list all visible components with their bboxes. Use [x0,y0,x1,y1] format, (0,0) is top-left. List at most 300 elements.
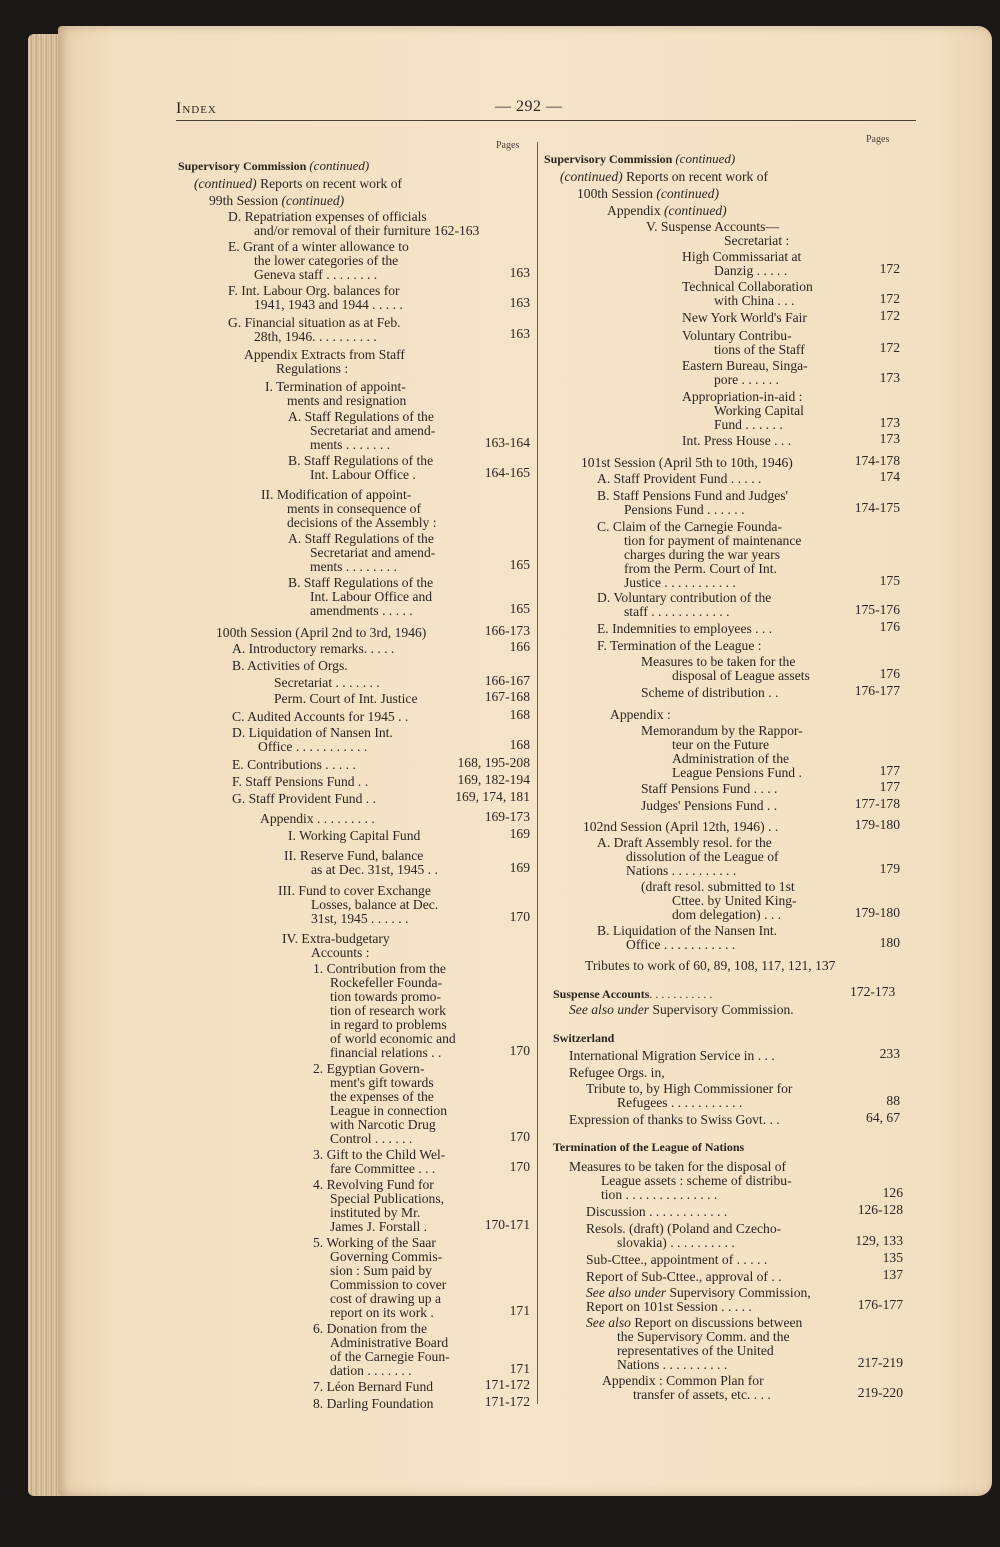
entry-text: Justice . . . . . . . . . . . [624,575,736,590]
page-ref: 169 [509,860,530,875]
page-ref: 219-220 [857,1385,903,1400]
entry-text: D. Liquidation of Nansen Int. [232,725,393,740]
entry-text: C. Audited Accounts for 1945 . . [232,709,409,724]
pages-label-left: Pages [496,140,520,151]
entry-text: (draft resol. submitted to 1st [641,879,795,894]
index-entry-line [313,1397,433,1411]
page-ref: 168, 195-208 [457,755,530,770]
index-entry-line [310,560,397,574]
index-entry-line [288,410,434,424]
entry-text: League assets : scheme of distribu- [601,1173,792,1188]
entry-text: Regulations : [276,361,349,376]
entry-text: Tribute to, by High Commissioner for [586,1081,793,1096]
index-entry-line [311,863,438,877]
index-entry-line [569,1160,786,1174]
index-entry-line [311,912,408,926]
entry-text: 28th, 1946. . . . . . . . . . [254,329,377,344]
entry-text: 31st, 1945 . . . . . . [311,911,409,926]
entry-text: Pensions Fund . . . . . . [624,502,745,517]
index-entry-line [330,1206,420,1220]
heading-text: Supervisory Commission [544,152,673,166]
index-entry-line [330,1264,432,1278]
entry-text: A. Introductory remarks. . . . . [232,641,395,656]
index-entry-line [330,1350,450,1364]
index-entry-line [672,766,802,780]
entry-text: Control . . . . . . [330,1131,413,1146]
index-entry-line [313,1380,433,1394]
entry-text: A. Staff Provident Fund . . . . . [597,471,762,486]
entry-text: 100th Session (April 2nd to 3rd, 1946) [216,625,427,640]
entry-text: Refugees . . . . . . . . . . . [617,1095,743,1110]
page-ref: 170 [509,1129,530,1144]
index-entry-line [330,1076,434,1090]
index-entry-line [310,604,413,618]
page-ref: 180 [879,935,900,950]
index-entry-line [597,836,772,850]
entry-text: A. Staff Regulations of the [288,531,434,546]
entry-text: Appendix . . . . . . . . . [260,811,375,826]
page-ref: 172 [879,340,900,355]
page-ref: 64, 67 [866,1110,900,1125]
entry-text: A. Draft Assembly resol. for the [597,835,772,850]
heading-continued: (continued) [309,158,370,173]
entry-text: ments . . . . . . . . [310,559,397,574]
heading-text: Suspense Accounts [553,987,650,1001]
entry-text: Commission to cover [330,1277,447,1292]
index-entry-line [586,1253,767,1267]
index-entry-line [624,562,777,576]
entry-text: dissolution of the League of [626,849,779,864]
index-entry-line [672,894,797,908]
index-entry-line [682,250,801,264]
see-also-text: (continued) [560,169,623,184]
entry-text: Reports on recent work of [260,176,403,191]
index-entry-line [577,187,719,201]
entry-text: Secretariat : [724,233,790,248]
index-entry-line [714,343,805,357]
entry-text: A. Staff Regulations of the [288,409,434,424]
entry-text: Nations . . . . . . . . . . [617,1357,728,1372]
index-entry-line [641,782,777,796]
index-entry-line [330,1032,456,1046]
entry-text: F. Staff Pensions Fund . . [232,774,369,789]
entry-text: Appendix Extracts from Staff [244,347,405,362]
entry-text: G. Financial situation as at Feb. [228,315,401,330]
see-also-text: See also under [569,1002,650,1017]
page-ref: 176-177 [857,1297,903,1312]
entry-text: Int. Labour Office . [310,467,416,482]
entry-text: Scheme of distribution . . [641,685,779,700]
index-entry-line [330,1192,444,1206]
entry-text: Supervisory Commission, [669,1285,811,1300]
index-entry-line [586,1205,727,1219]
entry-text: amendments . . . . . [310,603,413,618]
page-ref: 166-167 [484,673,530,688]
index-entry-line [330,1250,442,1264]
index-entry-line [228,316,401,330]
entry-text: charges during the war years [624,547,781,562]
entry-text: Memorandum by the Rappor- [641,723,803,738]
continued-note: (continued) [664,203,727,218]
index-entry-line [586,1270,782,1284]
index-entry-line [581,456,793,470]
page-ref: 172-173 [850,984,896,999]
index-entry-line [313,1148,445,1162]
entry-text: tion . . . . . . . . . . . . . . [601,1187,718,1202]
index-entry-line [601,1174,792,1188]
entry-text: Measures to be taken for the disposal of [569,1159,787,1174]
page-ref: 170 [509,909,530,924]
entry-text: Voluntary Contribu- [682,328,792,343]
entry-text: B. Staff Regulations of the [288,453,434,468]
entry-text: IV. Extra-budgetary [282,931,390,946]
page-ref: 177-178 [854,796,900,811]
index-entry-line [624,534,801,548]
index-entry-line [641,880,795,894]
entry-text: Appendix : Common Plan for [602,1373,764,1388]
index-entry-line [682,359,808,373]
entry-text: representatives of the United [617,1343,774,1358]
index-entry-line [714,418,783,432]
heading-text: Supervisory Commission [178,159,307,173]
page-ref: 171-172 [484,1377,530,1392]
index-entry-line [310,546,435,560]
entry-text: Report on 101st Session . . . . . [586,1299,752,1314]
running-head-index: Index [176,100,217,117]
leader-dots: . . . . . . . . . . . [649,987,713,1001]
entry-text: Tributes to work of 60, 89, 108, 117, 121, 137 [585,958,836,973]
entry-text: disposal of League assets [672,668,810,683]
entry-text: F. Termination of the League : [597,638,762,653]
index-entry-line [209,194,344,208]
entry-text: Appropriation-in-aid : [682,389,803,404]
index-entry-line [310,590,432,604]
page-ref: 169-173 [484,809,530,824]
page-ref: 169, 182-194 [457,772,530,787]
pages-label-right: Pages [866,134,890,145]
entry-text: V. Suspense Accounts— [646,219,780,234]
entry-text: 99th Session [209,193,279,208]
page-ref: 166 [509,639,530,654]
page-ref: 174-178 [854,453,900,468]
entry-text: Nations . . . . . . . . . . [626,863,737,878]
entry-text: 102nd Session (April 12th, 1946) . . [583,819,779,834]
entry-text: League in connection [330,1103,448,1118]
entry-text: Cttee. by United King- [672,893,797,908]
index-entry-line [313,962,446,976]
entry-text: 4. Revolving Fund for [313,1177,434,1192]
see-also-text: See also [586,1315,631,1330]
page-ref: 169, 174, 181 [455,789,530,804]
index-entry-line [254,268,377,282]
index-entry-line [260,812,375,826]
entry-text: ments . . . . . . . [310,437,391,452]
entry-text: Administration of the [672,751,790,766]
page-ref: 172 [879,308,900,323]
entry-text: D. Voluntary contribution of the [597,590,772,605]
switzerland-heading: Switzerland [553,1031,615,1045]
index-entry-line [602,1374,764,1388]
index-entry-line [313,1322,427,1336]
index-entry-line [646,220,779,234]
entry-text: Administrative Board [330,1335,449,1350]
column-divider [537,142,538,1404]
index-entry-line [330,1364,412,1378]
index-entry-line [569,1049,775,1063]
right-column-heading [544,152,735,166]
index-entry-line [597,622,772,636]
index-entry-line [597,591,771,605]
entry-text: High Commissariat at [682,249,802,264]
page-ref: 233 [879,1046,900,1061]
entry-text: tion of research work [330,1003,446,1018]
index-entry-line [641,799,777,813]
index-entry-line [330,976,442,990]
entry-text: Office . . . . . . . . . . . [258,739,368,754]
entry-text: Appendix [607,203,661,218]
index-entry-line [288,829,420,843]
page-ref: 168 [509,707,530,722]
page-ref: 174 [879,469,900,484]
entry-text: F. Int. Labour Org. balances for [228,283,400,298]
entry-text: as at Dec. 31st, 1945 . . [311,862,438,877]
entry-text: financial relations . . [330,1045,442,1060]
index-entry-line [216,626,426,640]
page-ref: 167-168 [484,689,530,704]
index-entry-line [641,724,803,738]
entry-text: Discussion . . . . . . . . . . . . [586,1204,728,1219]
entry-text: 6. Donation from the [313,1321,428,1336]
page-ref: 175 [879,573,900,588]
index-entry-line [607,204,727,218]
index-entry-line [232,659,348,673]
entry-text: of the Carnegie Foun- [330,1349,450,1364]
page-ref: 179-180 [854,905,900,920]
index-entry-line [287,394,406,408]
page-ref: 164-165 [484,465,530,480]
entry-text: B. Activities of Orgs. [232,658,348,673]
index-entry-line [583,820,778,834]
index-entry-line [724,234,789,248]
entry-text: Fund . . . . . . [714,417,783,432]
entry-text: 8. Darling Foundation [313,1396,434,1411]
entry-text: transfer of assets, etc. . . . [633,1387,771,1402]
index-entry-line [288,454,433,468]
index-entry-line [672,752,789,766]
entry-text: International Migration Service in . . . [569,1048,775,1063]
index-entry-line [714,373,779,387]
left-column-heading [178,159,369,173]
index-entry-line [228,284,400,298]
index-entry-line [232,710,408,724]
index-entry-line [313,1178,434,1192]
page-number: — 292 — [495,98,563,115]
page-ref: 170 [509,1043,530,1058]
index-entry-line [310,438,390,452]
index-entry-line [597,472,761,486]
entry-text: Working Capital [714,403,804,418]
entry-text: teur on the Future [672,737,770,752]
index-entry-line [626,864,736,878]
index-entry-line [330,1090,434,1104]
index-entry-line [330,1306,434,1320]
index-entry-line [244,348,405,362]
entry-text: from the Perm. Court of Int. [624,561,777,576]
entry-text: fare Committee . . . [330,1161,436,1176]
page-ref: 165 [509,557,530,572]
entry-text: cost of drawing up a [330,1291,441,1306]
index-entry-line [626,850,779,864]
index-entry-line [330,990,441,1004]
see-also-line [569,1003,794,1017]
entry-text: Measures to be taken for the [641,654,796,669]
index-entry-line [597,520,782,534]
index-entry-line [278,884,431,898]
index-entry-line [232,642,394,656]
page-ref: 163 [509,265,530,280]
index-entry-line [617,1358,727,1372]
index-entry-line [641,655,795,669]
index-entry-line [617,1236,735,1250]
index-entry-line [228,240,409,254]
page-ref: 171-172 [484,1394,530,1409]
entry-text: Report on discussions between [634,1315,803,1330]
entry-text: II. Modification of appoint- [261,487,412,502]
page-ref: 88 [886,1093,900,1108]
page-ref: 177 [879,763,900,778]
entry-text: Reports on recent work of [626,169,769,184]
index-entry-line [330,1336,448,1350]
index-entry-line [330,1292,441,1306]
index-entry-line [274,676,380,690]
index-entry-line [313,1236,436,1250]
entry-text: sion : Sum paid by [330,1263,432,1278]
entry-text: 100th Session [577,186,653,201]
index-entry-line [624,503,744,517]
index-entry-line [569,1113,780,1127]
entry-text: Secretariat and amend- [310,423,436,438]
index-entry-line [330,1220,427,1234]
continued-note: (continued) [281,193,345,208]
entry-text: Special Publications, [330,1191,445,1206]
index-entry-line [276,362,348,376]
index-entry-line [617,1330,790,1344]
page-ref: 126 [882,1185,903,1200]
entry-text: staff . . . . . . . . . . . . [624,604,730,619]
entry-text: tions of the Staff [714,342,805,357]
index-entry-line [682,434,791,448]
entry-text: James J. Forstall . [330,1219,428,1234]
entry-text: Eastern Bureau, Singa- [682,358,808,373]
entry-text: dation . . . . . . . [330,1363,412,1378]
index-entry-line [714,264,787,278]
page-ref: 173 [879,370,900,385]
index-entry-line [232,775,368,789]
page-ref: 176 [879,666,900,681]
index-entry-line [330,1046,441,1060]
index-entry-line [624,548,780,562]
page-ref: 166-173 [484,623,530,638]
page-ref: 171 [509,1361,530,1376]
index-entry-line [232,792,376,806]
page-ref: 168 [509,737,530,752]
entry-text: I. Working Capital Fund [288,828,421,843]
index-entry-line [586,1222,781,1236]
entry-text: ment's gift towards [330,1075,434,1090]
index-entry-line [261,488,411,502]
entry-text: the expenses of the [330,1089,434,1104]
see-also-text: See also under [586,1285,667,1300]
page-ref: 217-219 [857,1355,903,1370]
entry-text: Secretariat . . . . . . . [274,675,380,690]
index-entry-line [258,740,367,754]
entry-text: tion for payment of maintenance [624,533,802,548]
entry-text: D. Repatriation expenses of officials [228,209,427,224]
entry-text: with China . . . [714,293,795,308]
index-entry-line [672,669,810,683]
page-ref: 165 [509,601,530,616]
index-entry-line [330,1118,436,1132]
entry-text: 1. Contribution from the [313,961,446,976]
index-entry-line [633,1388,771,1402]
entry-text: decisions of the Assembly : [287,515,437,530]
entry-text: B. Liquidation of the Nansen Int. [597,923,778,938]
entry-text: in regard to problems [330,1017,447,1032]
page-ref: 170-171 [484,1217,530,1232]
index-entry-line [560,170,768,184]
page-ref: 137 [882,1267,903,1282]
entry-text: III. Fund to cover Exchange [278,883,431,898]
index-entry-line [714,404,804,418]
index-entry-line [585,959,835,973]
index-entry-line [586,1286,811,1300]
entry-text: Refugee Orgs. in, [569,1065,665,1080]
entry-text: instituted by Mr. [330,1205,421,1220]
index-entry-line [254,330,377,344]
entry-text: Accounts : [311,945,370,960]
index-entry-line [601,1188,717,1202]
index-entry-line [228,210,427,224]
entry-text: Geneva staff . . . . . . . . [254,267,378,282]
entry-text: I. Termination of appoint- [265,379,406,394]
index-entry-line [274,692,417,706]
entry-text: Judges' Pensions Fund . . [641,798,778,813]
entry-text: report on its work . [330,1305,434,1320]
index-entry-line [311,946,370,960]
index-entry-line [310,468,416,482]
entry-text: 2. Egyptian Govern- [313,1061,425,1076]
page-ref: 169 [509,826,530,841]
header-rule [176,120,916,121]
entry-text: Resols. (draft) (Poland and Czecho- [586,1221,782,1236]
entry-text: Int. Labour Office and [310,589,433,604]
page-ref: 179 [879,861,900,876]
entry-text: Office . . . . . . . . . . . [626,937,736,952]
page-ref: 175-176 [854,602,900,617]
index-entry-line [265,380,406,394]
page-ref: 172 [879,261,900,276]
entry-text: Staff Pensions Fund . . . . [641,781,778,796]
entry-text: C. Claim of the Carnegie Founda- [597,519,782,534]
entry-text: B. Staff Regulations of the [288,575,434,590]
index-entry-line [254,254,398,268]
entry-text: Governing Commis- [330,1249,443,1264]
index-entry-line [330,1018,447,1032]
entry-text: Technical Collaboration [682,279,813,294]
index-entry-line [284,849,423,863]
page-ref: 176-177 [854,683,900,698]
index-entry-line [288,576,433,590]
